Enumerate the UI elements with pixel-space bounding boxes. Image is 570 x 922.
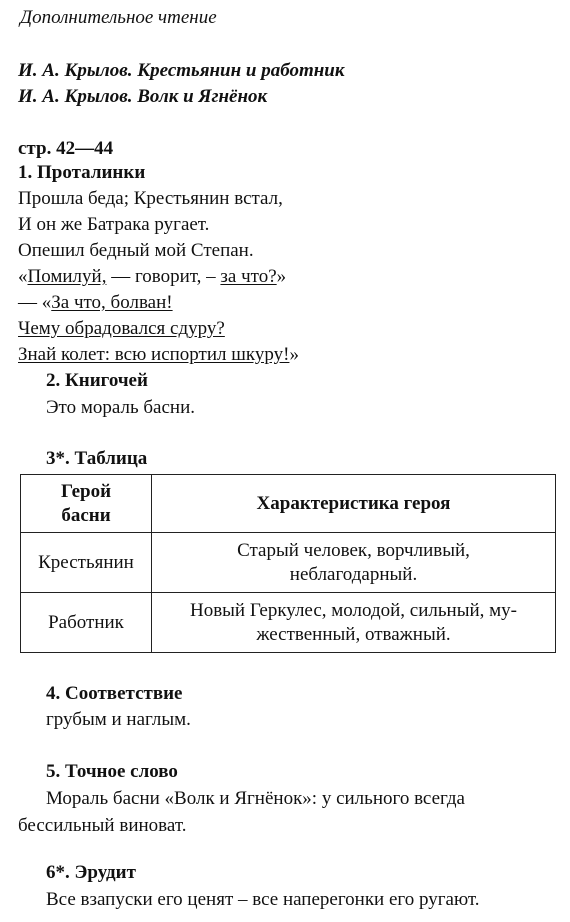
quote-open: « — [18, 266, 28, 287]
task5-heading: 5. Точное слово — [46, 761, 178, 782]
table-header-row — [21, 475, 556, 533]
task5-line-1: Мораль басни «Волк и Ягнёнок»: у сильного всегда — [46, 788, 465, 809]
poem-line-6: Чему обрадовался сдуру? — [18, 318, 225, 339]
quote-close: » — [289, 344, 299, 365]
task1-heading: 1. Проталинки — [18, 162, 146, 183]
underlined-phrase: За что, болван! — [51, 292, 173, 313]
poem-text: — говорит, – — [106, 266, 221, 287]
poem-text: — « — [18, 292, 52, 313]
hero-table — [20, 474, 556, 653]
characteristic-cell: Старый человек, ворчливый, неблагодарный. — [152, 533, 556, 593]
poem-line-5 — [18, 292, 173, 314]
characteristic-cell: Новый Геркулес, молодой, сильный, му- жественный, отважный. — [152, 593, 556, 653]
task6-heading: 6*. Эрудит — [46, 862, 136, 883]
column-header-hero: Герой басни — [21, 475, 152, 533]
poem-line-4 — [18, 266, 286, 288]
quote-close: » — [276, 266, 287, 287]
poem-line-3: Опешил бедный мой Степан. — [18, 240, 254, 261]
column-header-characteristic: Характеристика героя — [152, 475, 556, 533]
task2-text: Это мораль басни. — [46, 397, 195, 418]
table-row — [21, 533, 556, 593]
section-header: Дополнительное чтение — [20, 7, 217, 28]
poem-line-1: Прошла беда; Крестьянин встал, — [18, 188, 283, 209]
title-line-1: И. А. Крылов. Крестьянин и работник — [18, 60, 345, 81]
table-row — [21, 593, 556, 653]
underlined-phrase: за что? — [220, 266, 277, 287]
task5-line-2: бессильный виноват. — [18, 815, 187, 836]
task4-heading: 4. Соответствие — [46, 683, 183, 704]
poem-line-2: И он же Батрака ругает. — [18, 214, 210, 235]
hero-cell: Крестьянин — [21, 533, 152, 593]
underlined-phrase: Знай колет: всю испортил шкуру! — [18, 344, 290, 365]
page-reference: стр. 42—44 — [18, 138, 114, 159]
task6-text: Все взапуски его ценят – все наперегонки его ругают. — [46, 889, 480, 910]
task3-heading: 3*. Таблица — [46, 448, 148, 469]
hero-cell: Работник — [21, 593, 152, 653]
underlined-phrase: Помилуй, — [27, 266, 107, 287]
task4-text: грубым и наглым. — [46, 709, 191, 730]
task2-heading: 2. Книгочей — [46, 370, 148, 391]
title-line-2: И. А. Крылов. Волк и Ягнёнок — [18, 86, 268, 107]
poem-line-7 — [18, 344, 299, 366]
